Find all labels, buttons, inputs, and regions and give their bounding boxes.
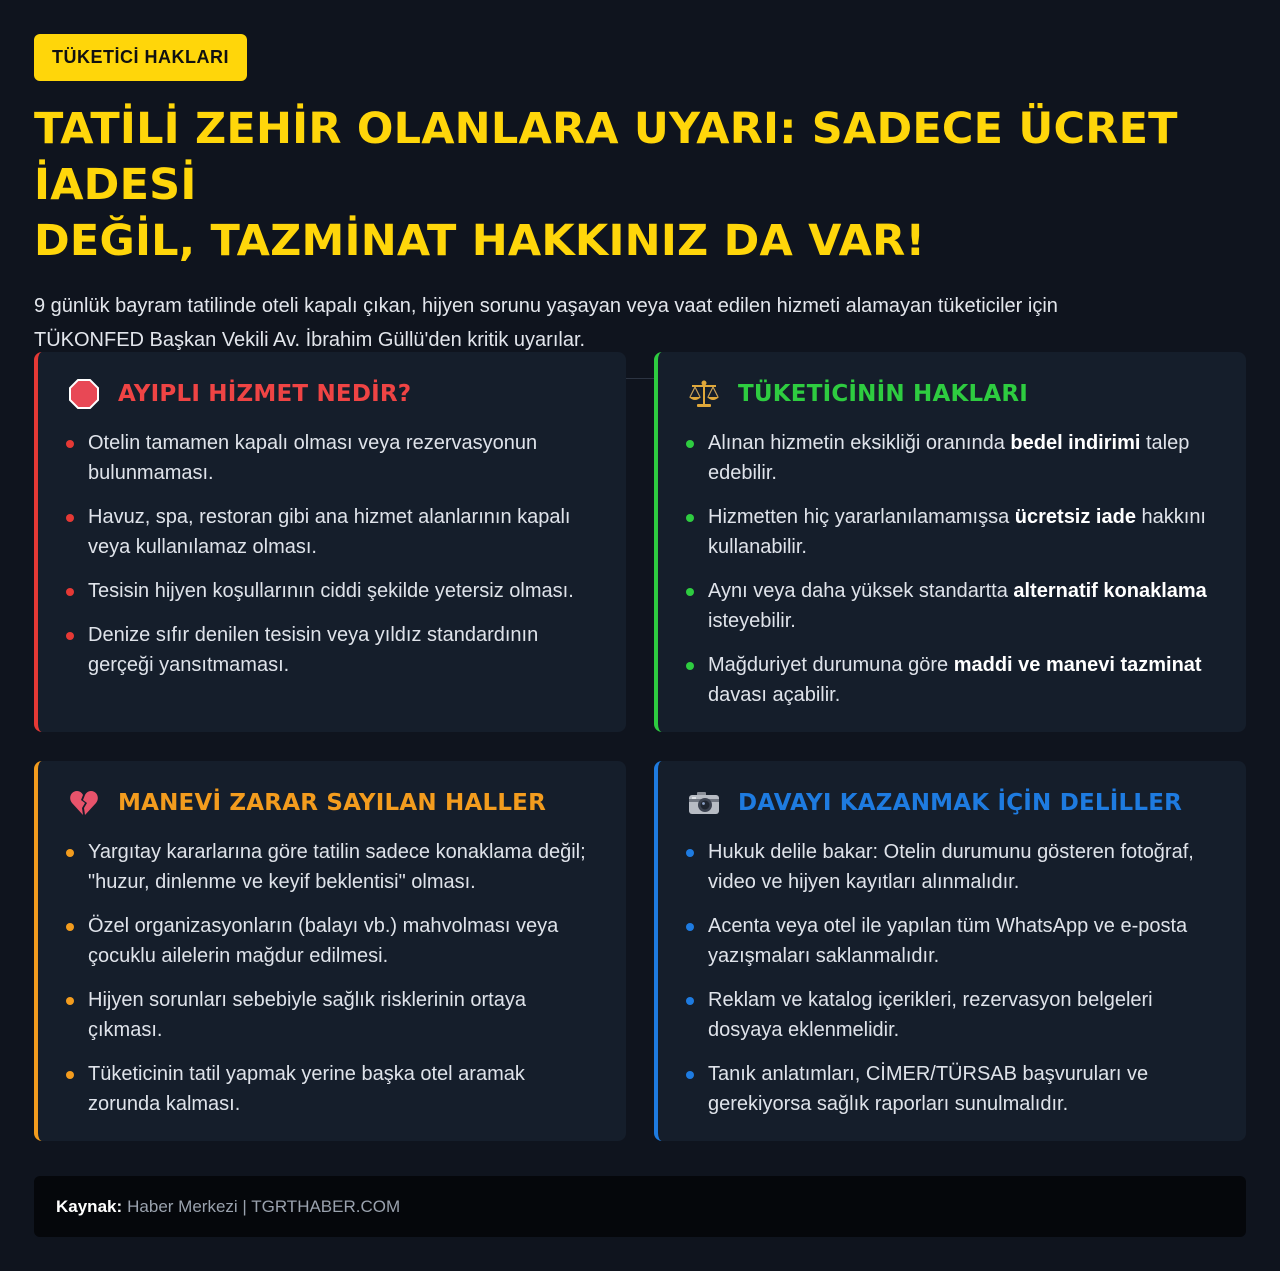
item-text: Aynı veya daha yüksek standartta bbox=[708, 580, 1014, 602]
bullet-dot bbox=[686, 923, 694, 931]
highlight-text: alternatif konaklama bbox=[1013, 580, 1207, 602]
card-defective-service bbox=[34, 352, 626, 732]
highlight-text: bedel indirimi bbox=[1010, 432, 1141, 454]
bullet-dot bbox=[66, 514, 74, 522]
card-title: DAVAYI KAZANMAK İÇİN DELİLLER bbox=[738, 790, 1183, 816]
list-item bbox=[66, 1059, 596, 1119]
bullet-dot bbox=[686, 588, 694, 596]
source-text: Haber Merkezi | TGRTHABER.COM bbox=[127, 1196, 401, 1216]
card-list bbox=[66, 837, 596, 1119]
intro-text bbox=[34, 289, 1246, 357]
item-text: Havuz, spa, restoran gibi ana hizmet alanlarının kapalı veya kullanılamaz olması. bbox=[88, 506, 571, 558]
broken-heart-icon bbox=[66, 785, 102, 821]
list-item bbox=[686, 576, 1216, 636]
bullet-dot bbox=[66, 923, 74, 931]
list-item bbox=[686, 837, 1216, 897]
item-text: davası açabilir. bbox=[708, 684, 841, 706]
bullet-dot bbox=[66, 632, 74, 640]
list-item bbox=[686, 1059, 1216, 1119]
item-text: hakkını kullanabilir. bbox=[708, 506, 1206, 558]
card-list bbox=[66, 428, 596, 680]
list-item bbox=[66, 428, 596, 488]
card-title: MANEVİ ZARAR SAYILAN HALLER bbox=[118, 790, 546, 816]
item-text: Tesisin hijyen koşullarının ciddi şekilde yetersiz olması. bbox=[88, 580, 574, 602]
bullet-dot bbox=[686, 662, 694, 670]
source-label: Kaynak: bbox=[56, 1196, 123, 1216]
item-text: Hijyen sorunları sebebiyle sağlık risklerinin ortaya çıkması. bbox=[88, 989, 526, 1041]
item-text: Yargıtay kararlarına göre tatilin sadece konaklama değil; "huzur, dinlenme ve keyif beklentisi" olması. bbox=[88, 841, 586, 893]
card-header bbox=[66, 374, 596, 414]
bullet-dot bbox=[686, 1071, 694, 1079]
bullet-dot bbox=[66, 849, 74, 857]
list-item bbox=[66, 576, 596, 606]
bullet-dot bbox=[686, 514, 694, 522]
intro-line-1: 9 günlük bayram tatilinde oteli kapalı çıkan, hijyen sorunu yaşayan veya vaat edilen hizmeti alamayan tüketiciler için bbox=[34, 295, 1058, 317]
item-text: Denize sıfır denilen tesisin veya yıldız standardının gerçeği yansıtmaması. bbox=[88, 624, 539, 676]
bullet-dot bbox=[66, 440, 74, 448]
category-tag: TÜKETİCİ HAKLARI bbox=[34, 34, 247, 81]
list-item bbox=[686, 650, 1216, 710]
headline-line-1: TATİLİ ZEHİR OLANLARA UYARI: SADECE ÜCRET İADESİ bbox=[34, 104, 1178, 210]
bullet-dot bbox=[66, 1071, 74, 1079]
source-footer bbox=[34, 1176, 1246, 1237]
list-item bbox=[66, 911, 596, 971]
item-text: Özel organizasyonların (balayı vb.) mahvolması veya çocuklu ailelerin mağdur edilmesi. bbox=[88, 915, 559, 967]
headline bbox=[34, 101, 1246, 269]
item-text: Tanık anlatımları, CİMER/TÜRSAB başvuruları ve gerekiyorsa sağlık raporları sunulmalıdır. bbox=[708, 1063, 1149, 1115]
item-text: Otelin tamamen kapalı olması veya rezervasyonun bulunmaması. bbox=[88, 432, 538, 484]
card-grid bbox=[34, 352, 1246, 1142]
card-header bbox=[66, 783, 596, 823]
item-text: Mağduriyet durumuna göre bbox=[708, 654, 954, 676]
highlight-text: maddi ve manevi tazminat bbox=[953, 654, 1202, 676]
card-title: AYIPLI HİZMET NEDİR? bbox=[118, 381, 412, 407]
list-item bbox=[686, 428, 1216, 488]
card-evidence bbox=[654, 761, 1246, 1141]
bullet-dot bbox=[66, 997, 74, 1005]
list-item bbox=[66, 620, 596, 680]
card-header bbox=[686, 783, 1216, 823]
bullet-dot bbox=[686, 849, 694, 857]
camera-icon bbox=[686, 785, 722, 821]
item-text: Hukuk delile bakar: Otelin durumunu gösteren fotoğraf, video ve hijyen kayıtları alınmalıdır. bbox=[708, 841, 1194, 893]
item-text: Hizmetten hiç yararlanılamamışsa bbox=[708, 506, 1015, 528]
list-item bbox=[66, 837, 596, 897]
card-header bbox=[686, 374, 1216, 414]
bullet-dot bbox=[686, 997, 694, 1005]
list-item bbox=[686, 502, 1216, 562]
intro-line-2: TÜKONFED Başkan Vekili Av. İbrahim Güllü'den kritik uyarılar. bbox=[34, 329, 586, 351]
list-item bbox=[66, 502, 596, 562]
item-text: talep edebilir. bbox=[708, 432, 1190, 484]
scales-icon bbox=[686, 376, 722, 412]
item-text: Alınan hizmetin eksikliği oranında bbox=[708, 432, 1011, 454]
item-text: isteyebilir. bbox=[708, 610, 796, 632]
stop-sign-icon bbox=[66, 376, 102, 412]
card-title: TÜKETİCİNİN HAKLARI bbox=[738, 381, 1029, 407]
card-moral-damage bbox=[34, 761, 626, 1141]
list-item bbox=[686, 985, 1216, 1045]
list-item bbox=[686, 911, 1216, 971]
card-consumer-rights bbox=[654, 352, 1246, 732]
bullet-dot bbox=[66, 588, 74, 596]
headline-line-2: DEĞİL, TAZMİNAT HAKKINIZ DA VAR! bbox=[34, 216, 926, 266]
highlight-text: ücretsiz iade bbox=[1014, 506, 1136, 528]
infographic bbox=[34, 34, 1246, 1115]
item-text: Tüketicinin tatil yapmak yerine başka otel aramak zorunda kalması. bbox=[88, 1063, 525, 1115]
item-text: Reklam ve katalog içerikleri, rezervasyon belgeleri dosyaya eklenmelidir. bbox=[708, 989, 1153, 1041]
bullet-dot bbox=[686, 440, 694, 448]
card-list bbox=[686, 428, 1216, 710]
item-text: Acenta veya otel ile yapılan tüm WhatsApp ve e-posta yazışmaları saklanmalıdır. bbox=[708, 915, 1188, 967]
list-item bbox=[66, 985, 596, 1045]
card-list bbox=[686, 837, 1216, 1119]
